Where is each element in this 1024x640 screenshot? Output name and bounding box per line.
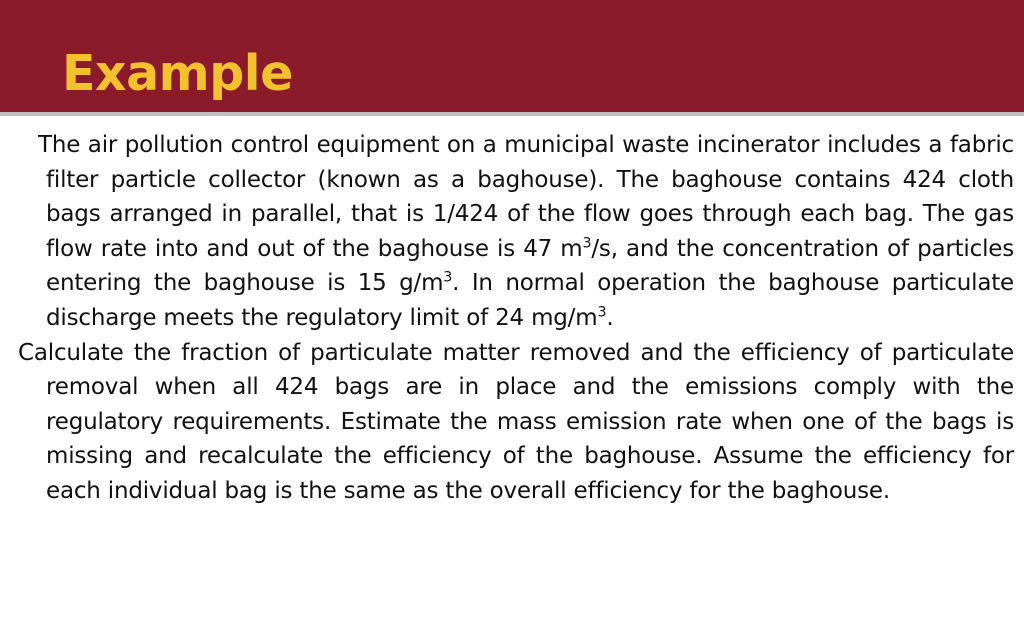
slide-title: Example <box>62 45 293 102</box>
title-banner <box>0 0 1024 112</box>
problem-statement-paragraph <box>18 128 1014 336</box>
problem-text-part-2: /s, and the concentration of particles entering the baghouse is 15 g/m <box>46 235 1014 297</box>
task-paragraph: Calculate the fraction of particulate matter removed and the efficiency of particulate removal when all 424 bags are in place and the emissions comply with the regulatory requirements. Estimate the mass emission rate when one of the bags is missing and recalculate the efficiency of the baghouse. Assume the efficiency for each individual bag is the same as the overall efficiency for the baghouse. <box>18 339 1014 504</box>
problem-text-part-3: . In normal operation the baghouse particulate discharge meets the regulatory limit of 24 mg/m <box>46 270 1014 331</box>
problem-text-part-4: . <box>606 304 614 331</box>
slide-body <box>18 128 1014 509</box>
problem-text-part-1: The air pollution control equipment on a municipal waste incinerator includes a fabric filter particle collector (known as a baghouse). The baghouse contains 424 cloth bags arranged in parallel, that is 1/424 of the flow goes through each bag. The gas flow rate into and out of the baghouse is 47 m <box>38 132 1014 262</box>
superscript-cubed: 3 <box>443 269 453 286</box>
title-divider <box>0 112 1024 116</box>
superscript-cubed: 3 <box>582 235 592 252</box>
superscript-cubed: 3 <box>597 304 607 321</box>
